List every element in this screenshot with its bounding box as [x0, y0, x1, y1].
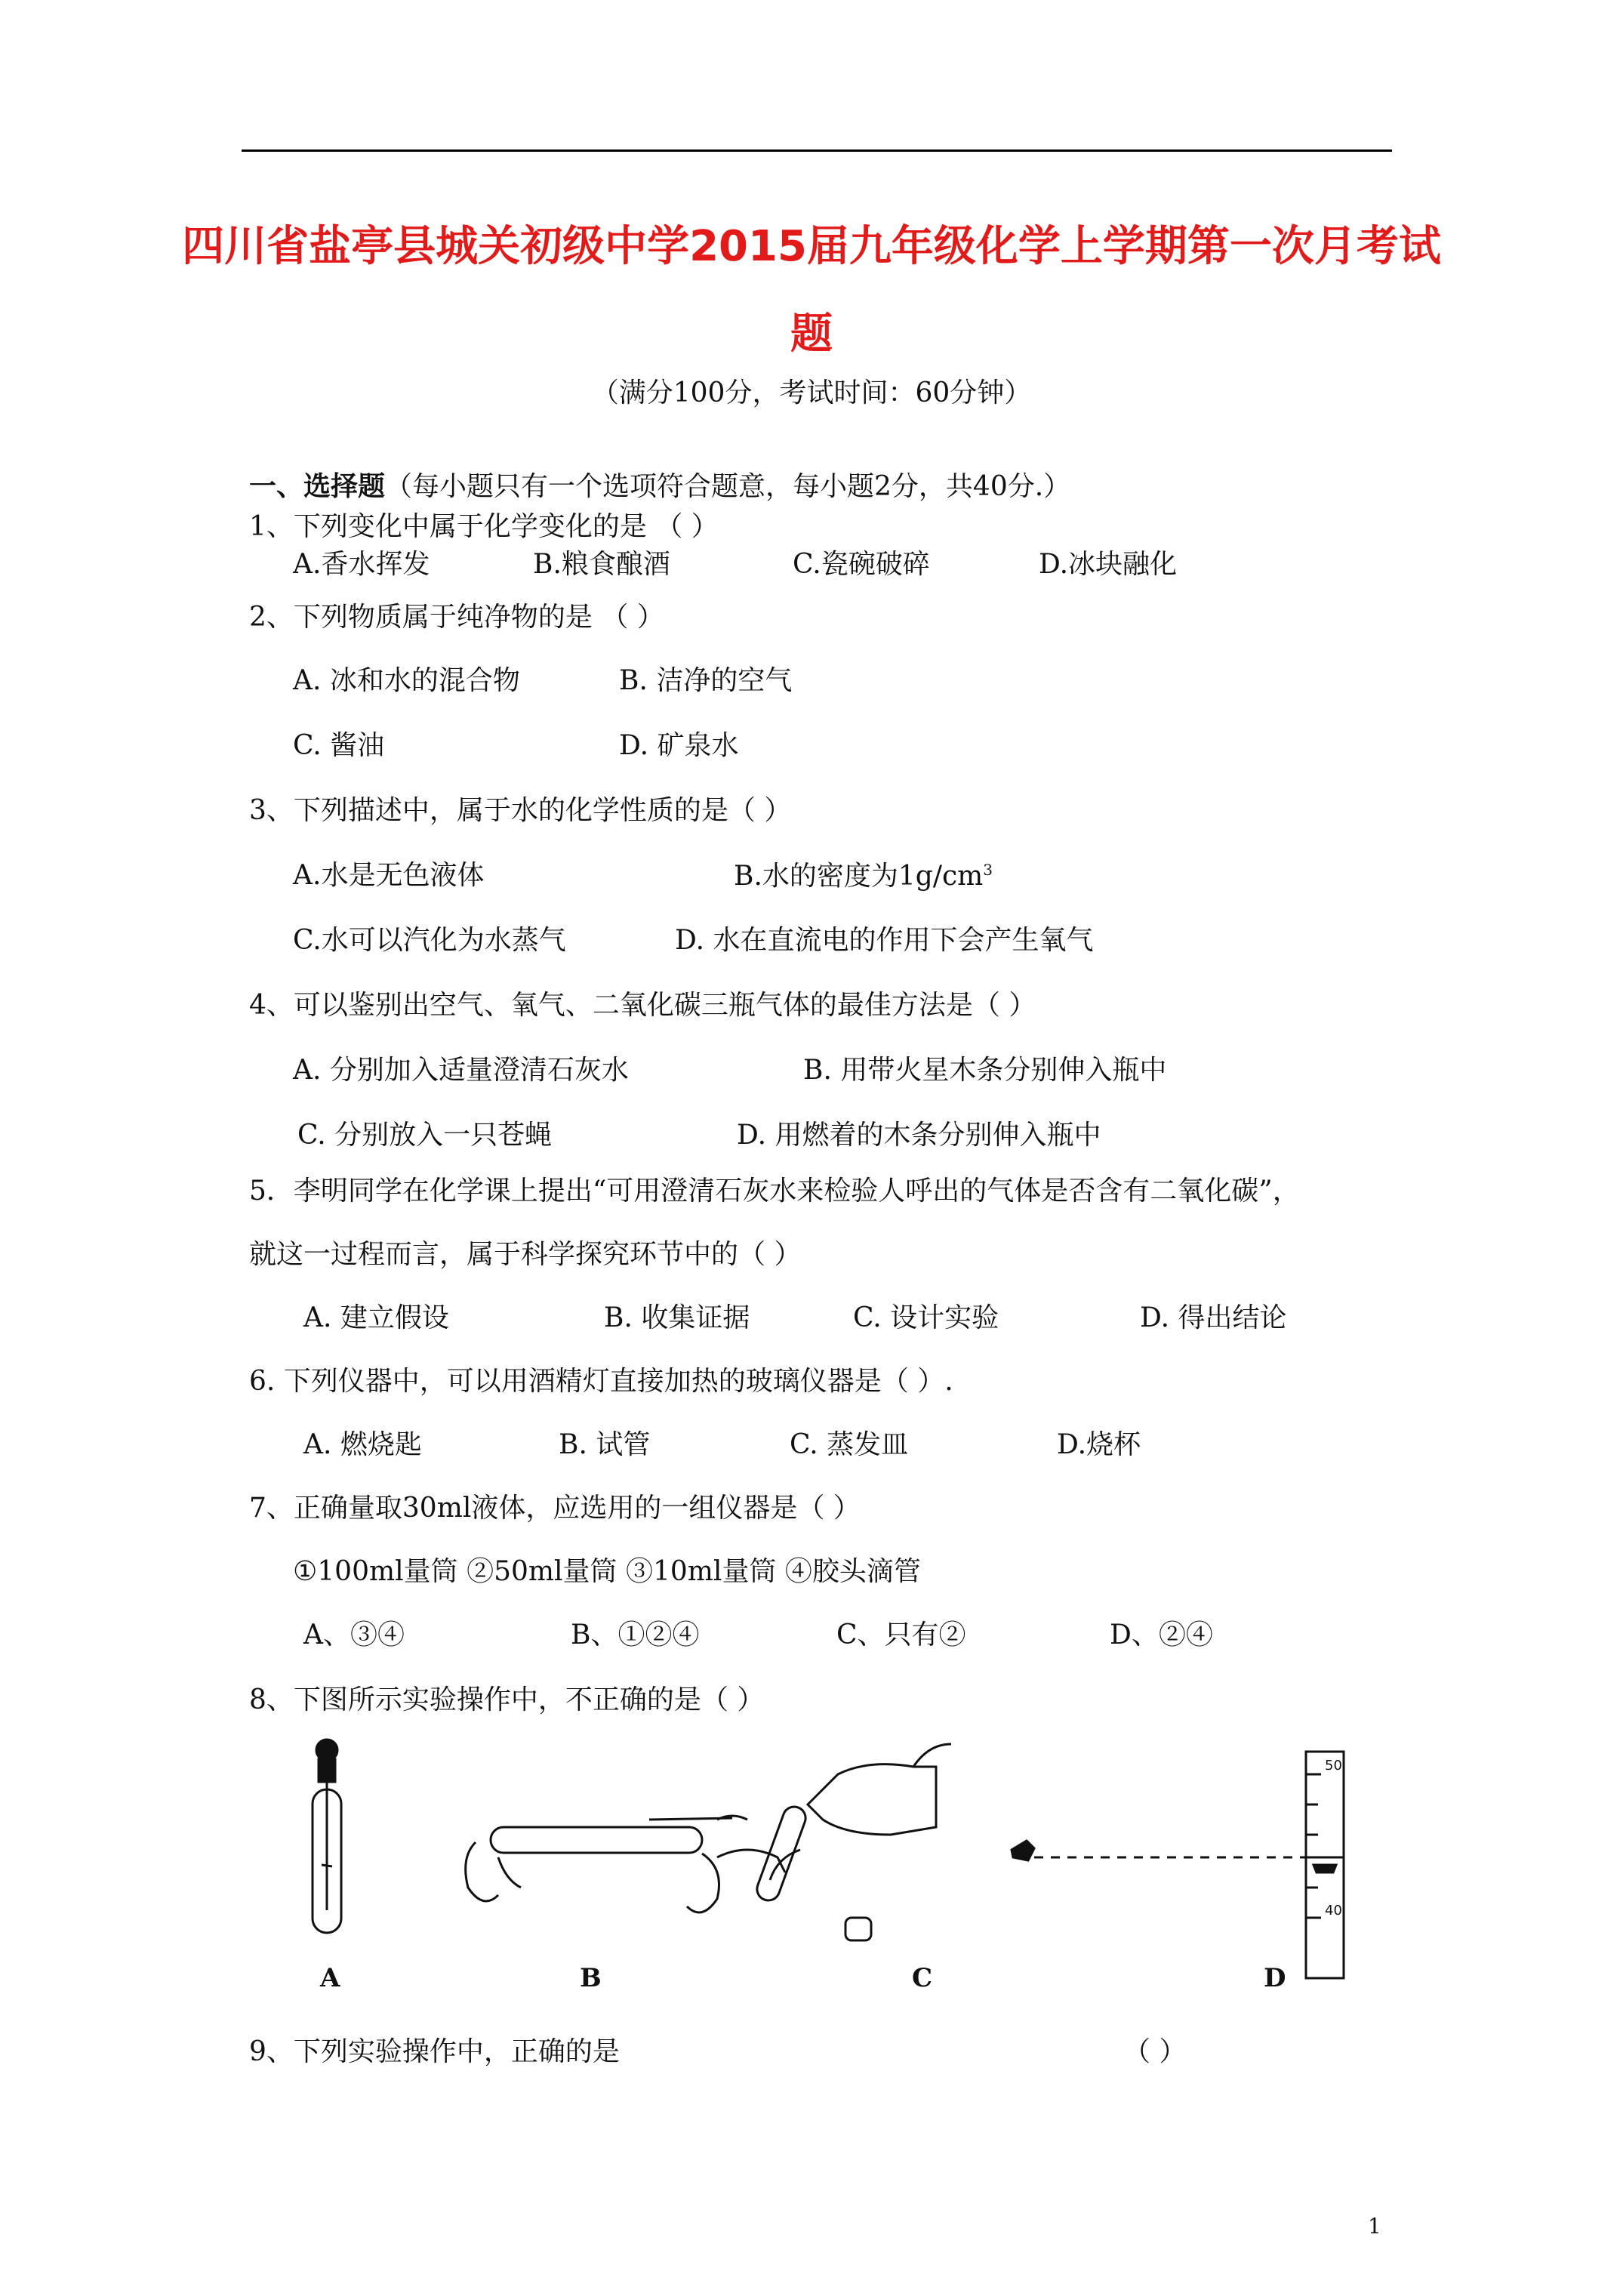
- header-rule: [242, 149, 1392, 152]
- q7-option-c: C、只有②: [836, 1620, 966, 1650]
- figure-label-a: A: [320, 1963, 340, 1993]
- q5-option-d: D. 得出结论: [1140, 1302, 1287, 1333]
- cylinder-tick-50: 50: [1325, 1758, 1342, 1774]
- q3-option-b: [734, 862, 993, 890]
- q6-option-b: B. 试管: [559, 1429, 651, 1460]
- q2-option-c: C. 酱油: [293, 730, 385, 761]
- q3-option-c: C.水可以汽化为水蒸气: [293, 925, 566, 956]
- question-5-stem-cont: 就这一过程而言，属于科学探究环节中的（ ）: [249, 1239, 802, 1270]
- question-8-stem: 8、下图所示实验操作中，不正确的是（ ）: [249, 1684, 765, 1715]
- figure-label-b: B: [580, 1963, 602, 1993]
- question-4-stem: 4、可以鉴别出空气、氧气、二氧化碳三瓶气体的最佳方法是（ ）: [249, 990, 1036, 1021]
- question-9-stem: 9、下列实验操作中，正确的是: [249, 2036, 620, 2067]
- q4-option-b: B. 用带火星木条分别伸入瓶中: [803, 1055, 1167, 1086]
- figure-b-heating-tube: [466, 1816, 747, 1912]
- q1-option-b: B.粮食酿酒: [533, 549, 670, 580]
- question-9-answer-blank: （ ）: [1123, 2036, 1187, 2067]
- cylinder-tick-40: 40: [1325, 1903, 1342, 1918]
- page-title-line1: 四川省盐亭县城关初级中学2015届九年级化学上学期第一次月考试: [182, 222, 1441, 271]
- question-2-stem: 2、下列物质属于纯净物的是 （ ）: [249, 602, 664, 633]
- lab-operations-figure: [249, 1737, 1397, 1993]
- q6-option-a: A. 燃烧匙: [303, 1429, 422, 1460]
- question-5-stem: 5．李明同学在化学课上提出“可用澄清石灰水来检验人呼出的气体是否含有二氧化碳”，: [249, 1176, 1300, 1207]
- page-title-line2: 题: [790, 310, 833, 359]
- q3-option-b-text: B.水的密度为1g/cm: [734, 861, 984, 892]
- question-6-stem: 6. 下列仪器中，可以用酒精灯直接加热的玻璃仪器是（ ）.: [249, 1366, 953, 1397]
- section-instruction: （每小题只有一个选项符合题意，每小题2分，共40分.）: [385, 471, 1071, 502]
- page-number: 1: [1368, 2214, 1381, 2239]
- q3-option-a: A.水是无色液体: [293, 860, 485, 891]
- q5-option-b: B. 收集证据: [604, 1302, 750, 1333]
- q7-option-a: A、③④: [303, 1620, 405, 1650]
- section-heading: [249, 470, 1071, 502]
- q6-option-d: D.烧杯: [1057, 1429, 1141, 1460]
- q2-option-d: D. 矿泉水: [619, 730, 739, 761]
- q4-option-c: C. 分别放入一只苍蝇: [297, 1120, 553, 1151]
- figure-a-dropper: [313, 1740, 341, 1933]
- figure-label-c: C: [912, 1963, 933, 1993]
- q3-option-d: D. 水在直流电的作用下会产生氧气: [675, 925, 1094, 956]
- q6-option-c: C. 蒸发皿: [790, 1429, 909, 1460]
- cubic-superscript: 3: [983, 861, 993, 879]
- lab-operations-drawing: [249, 1737, 1397, 1993]
- q5-option-c: C. 设计实验: [853, 1302, 999, 1333]
- q7-option-d: D、②④: [1110, 1620, 1213, 1650]
- q1-option-c: C.瓷碗破碎: [793, 549, 930, 580]
- q2-option-a: A. 冰和水的混合物: [293, 665, 520, 696]
- question-7-stem: 7、正确量取30ml液体，应选用的一组仪器是（ ）: [249, 1493, 861, 1524]
- figure-label-d: D: [1264, 1963, 1286, 1993]
- section-label: 一、选择题: [249, 470, 386, 502]
- q4-option-a: A. 分别加入适量澄清石灰水: [293, 1055, 629, 1086]
- q7-instrument-list: ①100ml量筒 ②50ml量筒 ③10ml量筒 ④胶头滴管: [293, 1556, 921, 1587]
- exam-info: （满分100分，考试时间：60分钟）: [591, 378, 1032, 408]
- q5-option-a: A. 建立假设: [303, 1302, 449, 1333]
- q4-option-d: D. 用燃着的木条分别伸入瓶中: [737, 1120, 1101, 1151]
- q1-option-d: D.冰块融化: [1039, 549, 1178, 580]
- figure-c-pouring-liquid: [717, 1744, 951, 1940]
- q1-option-a: A.香水挥发: [293, 549, 430, 580]
- q7-option-b: B、①②④: [571, 1620, 700, 1650]
- question-3-stem: 3、下列描述中，属于水的化学性质的是（ ）: [249, 795, 792, 826]
- question-1-stem: 1、下列变化中属于化学变化的是 （ ）: [249, 511, 719, 542]
- q2-option-b: B. 洁净的空气: [619, 665, 793, 696]
- figure-d-graduated-cylinder: [1012, 1752, 1344, 1978]
